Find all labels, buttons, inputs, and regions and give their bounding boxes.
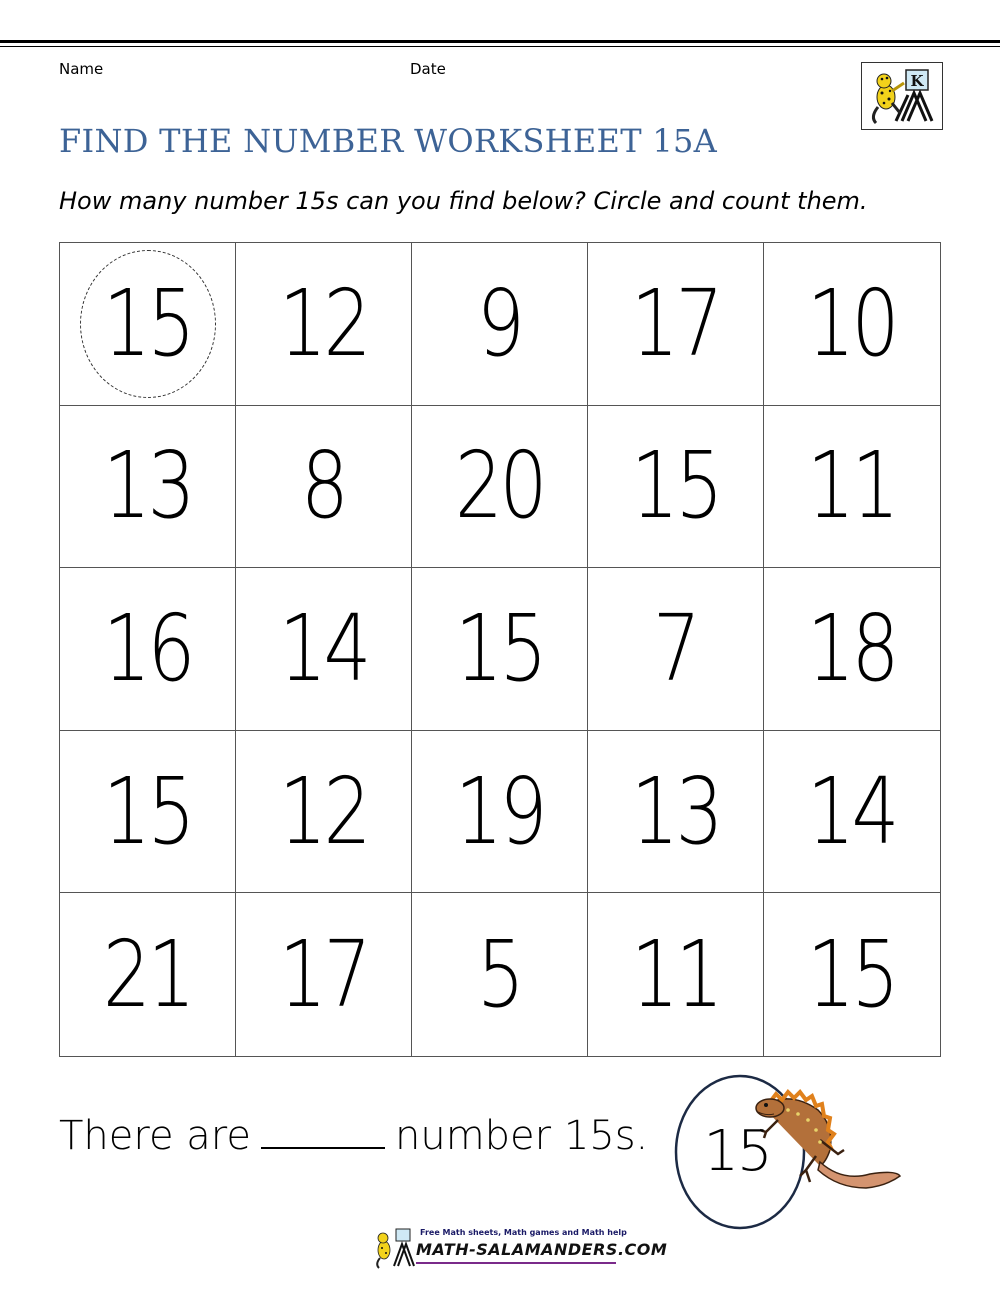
grid-cell[interactable] — [60, 243, 236, 406]
grid-number: 20 — [454, 432, 545, 540]
grid-number: 14 — [278, 594, 369, 702]
grid-number: 17 — [278, 920, 369, 1028]
number-grid — [59, 242, 941, 1057]
grid-number: 11 — [630, 920, 721, 1028]
grid-cell[interactable] — [236, 406, 412, 569]
answer-blank[interactable] — [261, 1115, 385, 1149]
grid-cell[interactable] — [412, 406, 588, 569]
grid-number: 15 — [630, 432, 721, 540]
grid-number: 15 — [454, 594, 545, 702]
svg-text:K: K — [910, 72, 924, 90]
grid-cell[interactable] — [60, 731, 236, 894]
salamander-footer-icon — [372, 1226, 416, 1270]
grid-number: 13 — [102, 432, 193, 540]
salamander-logo-icon — [862, 63, 942, 129]
grid-number: 15 — [102, 269, 193, 377]
grid-cell[interactable] — [236, 568, 412, 731]
name-label: Name — [59, 60, 104, 78]
grid-number: 8 — [301, 432, 346, 540]
date-label: Date — [410, 60, 446, 78]
grid-cell[interactable] — [236, 893, 412, 1056]
grid-cell[interactable] — [764, 568, 940, 731]
grid-number: 18 — [807, 594, 897, 702]
grid-number: 15 — [102, 757, 193, 865]
grid-number: 9 — [477, 269, 522, 377]
grid-cell[interactable] — [588, 568, 764, 731]
grid-cell[interactable] — [764, 731, 940, 894]
grid-number: 16 — [102, 594, 193, 702]
grid-cell[interactable] — [60, 406, 236, 569]
footer-tagline: Free Math sheets, Math games and Math help — [420, 1228, 627, 1237]
grid-number: 5 — [477, 920, 522, 1028]
grid-cell[interactable] — [588, 406, 764, 569]
worksheet-instruction: How many number 15s can you find below? Circle and count them. — [59, 187, 868, 215]
grid-number: 17 — [630, 269, 721, 377]
grid-number: 14 — [807, 757, 897, 865]
mascot-badge — [670, 1070, 910, 1232]
answer-sentence — [59, 1113, 648, 1159]
kindergarten-logo — [861, 62, 943, 130]
grid-number: 19 — [454, 757, 545, 865]
grid-cell[interactable] — [412, 568, 588, 731]
footer-underline — [416, 1262, 616, 1264]
footer-brand: MATH-SALAMANDERS.COM — [416, 1240, 668, 1259]
grid-number: 21 — [102, 920, 193, 1028]
grid-number: 15 — [807, 920, 897, 1028]
grid-cell[interactable] — [764, 406, 940, 569]
footer-brand-logo[interactable] — [372, 1226, 668, 1270]
grid-number: 12 — [278, 757, 369, 865]
grid-cell[interactable] — [764, 243, 940, 406]
worksheet-title: FIND THE NUMBER WORKSHEET 15A — [59, 122, 718, 160]
grid-cell[interactable] — [588, 893, 764, 1056]
top-rule — [0, 40, 1000, 43]
answer-suffix: number 15s. — [394, 1113, 649, 1159]
grid-cell[interactable] — [412, 243, 588, 406]
answer-prefix: There are — [59, 1113, 251, 1159]
grid-cell[interactable] — [60, 893, 236, 1056]
grid-cell[interactable] — [588, 731, 764, 894]
top-rule-thin — [0, 46, 1000, 47]
grid-cell[interactable] — [412, 731, 588, 894]
mascot-number: 15 — [703, 1118, 771, 1184]
grid-cell[interactable] — [588, 243, 764, 406]
grid-cell[interactable] — [60, 568, 236, 731]
grid-cell[interactable] — [764, 893, 940, 1056]
grid-cell[interactable] — [412, 893, 588, 1056]
grid-number: 13 — [630, 757, 721, 865]
grid-cell[interactable] — [236, 731, 412, 894]
grid-number: 10 — [807, 269, 897, 377]
grid-number: 12 — [278, 269, 369, 377]
grid-number: 11 — [807, 432, 897, 540]
grid-number: 7 — [653, 594, 698, 702]
grid-cell[interactable] — [236, 243, 412, 406]
